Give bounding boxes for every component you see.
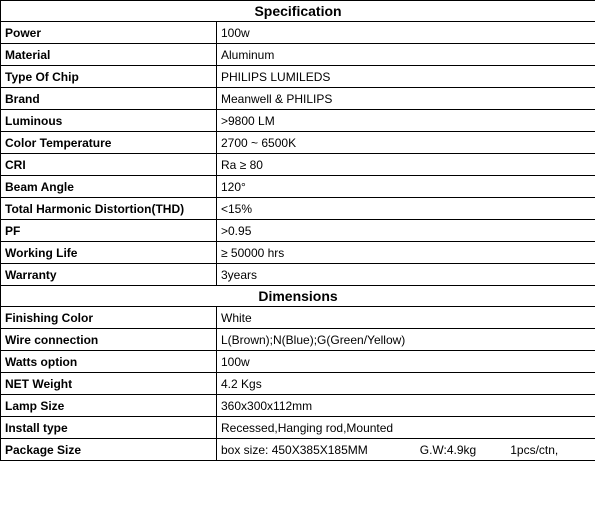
table-row	[1, 110, 595, 132]
spec-value: 120°	[217, 176, 595, 198]
dimensions-header-row	[1, 286, 595, 307]
spec-label: Type Of Chip	[1, 66, 217, 88]
table-row	[1, 264, 595, 286]
spec-value: 2700 ~ 6500K	[217, 132, 595, 154]
dimension-label: Lamp Size	[1, 395, 217, 417]
spec-label: Power	[1, 22, 217, 44]
package-quantity: 1pcs/ctn,	[510, 442, 559, 457]
spec-label: Brand	[1, 88, 217, 110]
spec-label: Material	[1, 44, 217, 66]
spec-value: Aluminum	[217, 44, 595, 66]
dimension-label: Install type	[1, 417, 217, 439]
table-row	[1, 329, 595, 351]
package-box-size: box size: 450X385X185MM	[221, 442, 368, 457]
dimension-value: Recessed,Hanging rod,Mounted	[217, 417, 595, 439]
table-row	[1, 417, 595, 439]
spec-label: Warranty	[1, 264, 217, 286]
spec-value: >9800 LM	[217, 110, 595, 132]
spec-value: Ra ≥ 80	[217, 154, 595, 176]
package-gross-weight: G.W:4.9kg	[419, 442, 477, 457]
table-row	[1, 198, 595, 220]
spec-label: Beam Angle	[1, 176, 217, 198]
table-row	[1, 66, 595, 88]
spec-label: CRI	[1, 154, 217, 176]
dimension-value: White	[217, 307, 595, 329]
table-row	[1, 220, 595, 242]
table-row	[1, 439, 595, 461]
spec-label: Luminous	[1, 110, 217, 132]
spec-label: Working Life	[1, 242, 217, 264]
spec-value: PHILIPS LUMILEDS	[217, 66, 595, 88]
specification-header-row	[1, 1, 595, 22]
dimensions-title: Dimensions	[1, 286, 595, 307]
dimension-label: Finishing Color	[1, 307, 217, 329]
table-row	[1, 351, 595, 373]
spec-label: PF	[1, 220, 217, 242]
table-row	[1, 154, 595, 176]
dimension-label: Wire connection	[1, 329, 217, 351]
dimension-value: 4.2 Kgs	[217, 373, 595, 395]
table-row	[1, 373, 595, 395]
table-row	[1, 176, 595, 198]
dimension-value: L(Brown);N(Blue);G(Green/Yellow)	[217, 329, 595, 351]
table-row	[1, 88, 595, 110]
specification-title: Specification	[1, 1, 595, 22]
table-row	[1, 395, 595, 417]
dimension-value: 100w	[217, 351, 595, 373]
spec-label: Color Temperature	[1, 132, 217, 154]
spec-value: 3years	[217, 264, 595, 286]
package-size-value	[217, 439, 595, 461]
spec-value: >0.95	[217, 220, 595, 242]
table-row	[1, 132, 595, 154]
spec-value: Meanwell & PHILIPS	[217, 88, 595, 110]
spec-value: <15%	[217, 198, 595, 220]
table-row	[1, 242, 595, 264]
dimension-label: NET Weight	[1, 373, 217, 395]
spec-value: ≥ 50000 hrs	[217, 242, 595, 264]
table-row	[1, 307, 595, 329]
spec-value: 100w	[217, 22, 595, 44]
spec-label: Total Harmonic Distortion(THD)	[1, 198, 217, 220]
table-row	[1, 44, 595, 66]
dimension-label: Watts option	[1, 351, 217, 373]
dimension-value: 360x300x112mm	[217, 395, 595, 417]
table-row	[1, 22, 595, 44]
package-size-label: Package Size	[1, 439, 217, 461]
